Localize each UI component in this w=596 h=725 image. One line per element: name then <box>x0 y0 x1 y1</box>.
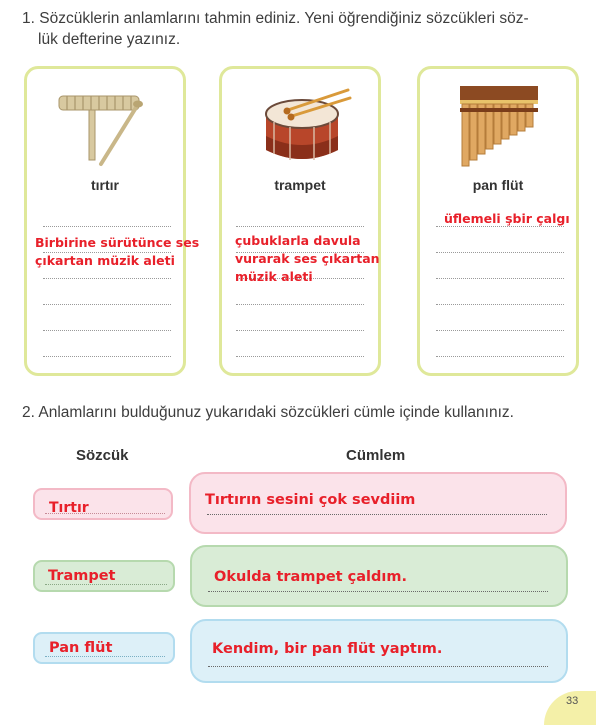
word-pan-flut: Pan flüt <box>49 640 113 656</box>
card-pan-flut-answer-1: üflemeli şbir çalgı <box>444 211 570 226</box>
answer-line[interactable] <box>236 226 364 227</box>
answer-line[interactable] <box>436 330 564 331</box>
pan-flute-image <box>420 81 576 177</box>
page-number: 33 <box>566 695 579 707</box>
card-trampet-answer-2: vurarak ses çıkartan <box>235 251 380 266</box>
word-tirtir: Tırtır <box>49 500 89 516</box>
answer-line[interactable] <box>436 252 564 253</box>
sentence-line <box>208 666 548 667</box>
answer-line[interactable] <box>436 356 564 357</box>
answer-line[interactable] <box>236 330 364 331</box>
card-pan-flut-name: pan flüt <box>472 177 524 193</box>
sentence-pan-flut: Kendim, bir pan flüt yaptım. <box>212 641 443 657</box>
word-box-trampet[interactable] <box>33 560 175 592</box>
question-2 <box>22 402 582 423</box>
answer-line[interactable] <box>43 278 171 279</box>
answer-line[interactable] <box>436 304 564 305</box>
word-line <box>45 584 167 585</box>
question-1-text: Sözcüklerin anlamlarını tahmin ediniz. Yeni öğrendiğiniz sözcükleri söz- <box>39 10 529 27</box>
card-pan-flut <box>417 66 579 376</box>
card-trampet-answer-3: müzik aleti <box>235 269 313 284</box>
word-box-tirtir[interactable] <box>33 488 173 520</box>
card-tirtir-answer-1: Birbirine sürütünce ses <box>35 235 200 250</box>
answer-line[interactable] <box>43 226 171 227</box>
sentence-box-trampet[interactable] <box>190 545 568 607</box>
card-tirtir <box>24 66 200 376</box>
answer-line[interactable] <box>236 304 364 305</box>
sentence-box-tirtir[interactable] <box>189 472 567 534</box>
card-tirtir-answer-2: çıkartan müzik aleti <box>35 253 175 268</box>
sentence-line <box>207 514 547 515</box>
word-box-pan-flut[interactable] <box>33 632 175 664</box>
page-number-tab <box>544 691 596 725</box>
word-column-header: Sözcük <box>76 447 129 464</box>
sentence-line <box>208 591 548 592</box>
card-trampet-name: trampet <box>274 177 326 193</box>
question-1-number: 1. <box>22 10 35 27</box>
tirtir-image <box>27 81 183 177</box>
question-2-text: Anlamlarını bulduğunuz yukarıdaki sözcükleri cümle içinde kullanınız. <box>38 404 514 421</box>
answer-line[interactable] <box>43 356 171 357</box>
sentence-column-header: Cümlem <box>346 447 406 464</box>
answer-line[interactable] <box>43 330 171 331</box>
sentence-box-pan-flut[interactable] <box>190 619 568 683</box>
card-tirtir-name: tırtır <box>91 177 119 193</box>
question-1-text-cont: lük defterine yazınız. <box>38 31 181 48</box>
word-line <box>45 656 165 657</box>
question-2-number: 2. <box>22 404 35 421</box>
question-1 <box>22 8 582 50</box>
word-trampet: Trampet <box>48 568 116 584</box>
answer-line[interactable] <box>236 356 364 357</box>
answer-line[interactable] <box>43 304 171 305</box>
card-trampet-answer-1: çubuklarla davula <box>235 233 361 248</box>
sentence-tirtir: Tırtırın sesini çok sevdiim <box>205 492 416 508</box>
drum-image <box>222 81 378 177</box>
answer-line[interactable] <box>436 278 564 279</box>
card-trampet <box>219 66 381 376</box>
sentence-trampet: Okulda trampet çaldım. <box>214 569 407 585</box>
